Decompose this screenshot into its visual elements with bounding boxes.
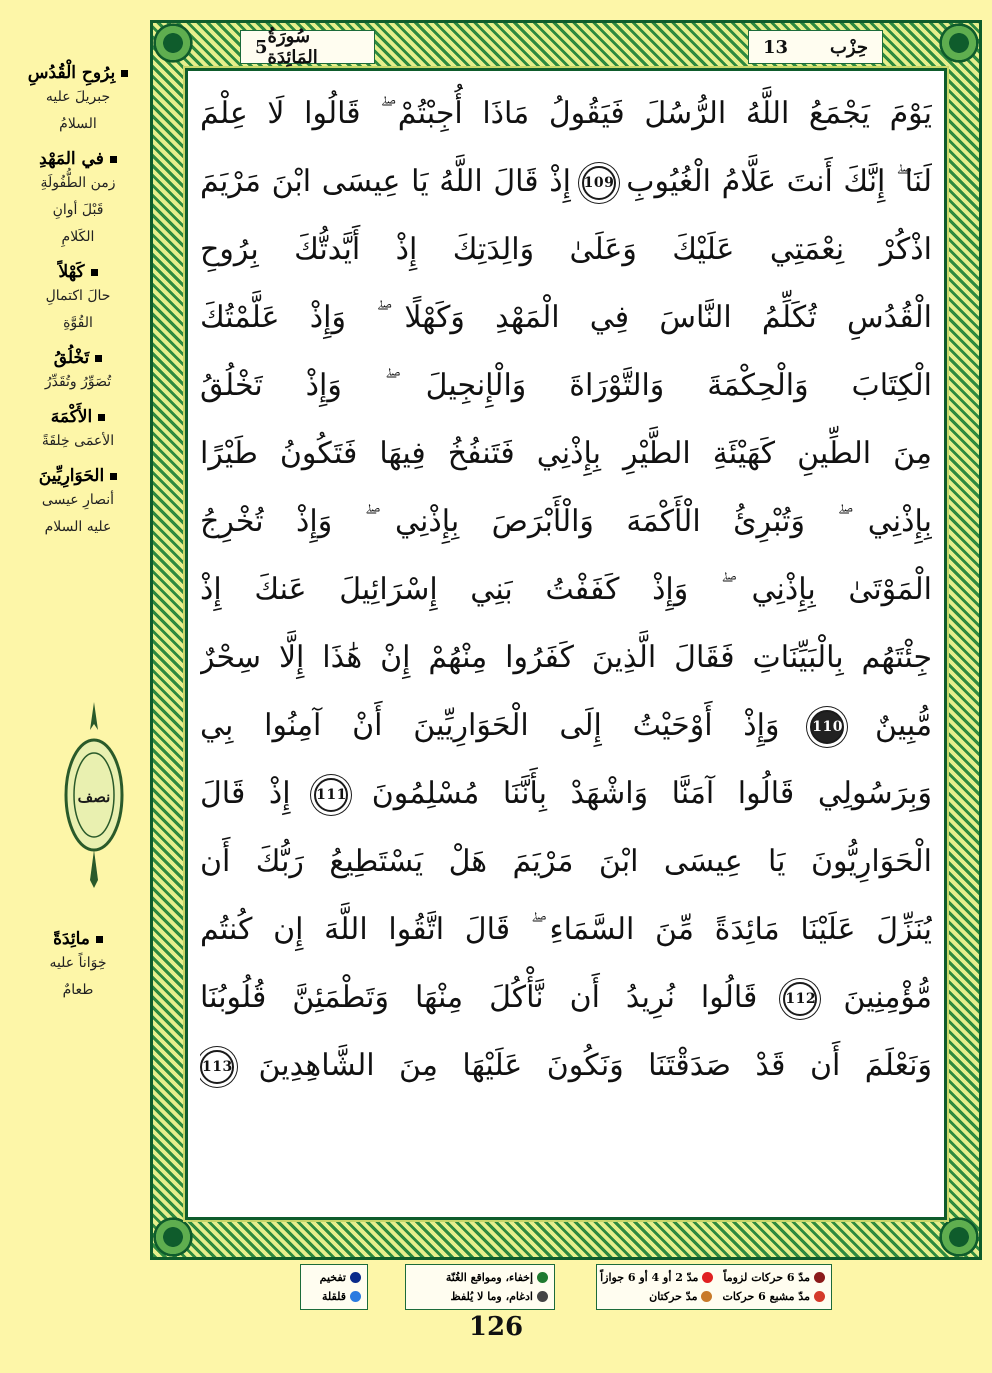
color-dot-icon [814,1272,825,1283]
glossary-definition: حالَ اكتمالِ [45,288,111,304]
legend-label: إخفاء، ومواقع الغُنّة [445,1271,533,1284]
glossary-entry [8,148,148,251]
glossary-word: الأَكْمَهَ [50,407,93,427]
glossary-word: مائِدَةً [53,929,90,949]
text-line: مُّؤْمِنِينَ 112 قَالُوا نُرِيدُ أَن نَّأْكُلَ مِنْهَا وَتَطْمَئِنَّ قُلُوبُنَا [200,980,932,1015]
glossary-word: الحَوَارِيِّينَ [38,466,105,486]
hizb-header [748,30,883,64]
glossary-entry [8,347,148,396]
legend-label: مدّ 6 حركات لزوماً [723,1271,810,1284]
corner-ornament [936,20,982,66]
legend-label: مدّ 2 أو 4 أو 6 جوازاً [600,1271,699,1284]
legend-label: مدّ حركتان [649,1290,698,1303]
text-line: بِإِذْنِي ۖ وَتُبْرِئُ الْأَكْمَهَ وَالْأَبْرَصَ بِإِذْنِي ۖ وَإِذْ تُخْرِجُ [200,504,932,539]
text-line: مِنَ الطِّينِ كَهَيْئَةِ الطَّيْرِ بِإِذْنِي فَتَنفُخُ فِيهَا فَتَكُونُ طَيْرًا [200,436,932,471]
glossary-definition: عليه السلام [44,519,112,535]
legend-label: تفخيم [319,1271,346,1284]
corner-ornament [150,1214,196,1260]
legend-label: مدّ مشبع 6 حركات [722,1290,810,1303]
glossary-definition: الكَلامِ [61,229,95,245]
text-line: الْحَوَارِيُّونَ يَا عِيسَى ابْنَ مَرْيَمَ هَلْ يَسْتَطِيعُ رَبُّكَ أَن [200,844,932,879]
page-number: 126 [468,1312,524,1342]
color-dot-icon [814,1291,825,1302]
surah-name: سُورَةُ المَائِدَة [267,26,318,68]
margin-glossary [8,62,148,551]
color-dot-icon [350,1291,361,1302]
hizb-quarter-ornament-icon [62,700,126,890]
color-dot-icon [702,1272,713,1283]
bullet-icon [95,355,102,362]
surah-header [240,26,375,68]
color-dot-icon [350,1272,361,1283]
text-line: الْكِتَابَ وَالْحِكْمَةَ وَالتَّوْرَاةَ وَالْإِنجِيلَ ۖ وَإِذْ تَخْلُقُ [200,368,932,403]
text-line: الْقُدُسِ تُكَلِّمُ النَّاسَ فِي الْمَهْدِ وَكَهْلًا ۖ وَإِذْ عَلَّمْتُكَ [200,300,932,335]
hizb-number: 13 [763,36,789,58]
glossary-definition: تُصَوِّرُ وتُقَدِّرُ [44,374,112,390]
bullet-icon [110,473,117,480]
glossary-word: بِرُوحِ الْقُدُسِ [27,63,116,83]
glossary-word: كَهْلاً [58,262,85,282]
text-line: وَبِرَسُولِي قَالُوا آمَنَّا وَاشْهَدْ بِأَنَّنَا مُسْلِمُونَ 111 إِذْ قَالَ [200,776,932,811]
color-dot-icon [537,1272,548,1283]
glossary-definition: طعامٌ [62,982,94,998]
quran-text [200,80,932,1100]
glossary-definition: القُوَّةِ [63,315,93,331]
text-line: اذْكُرْ نِعْمَتِي عَلَيْكَ وَعَلَىٰ وَالِدَتِكَ إِذْ أَيَّدتُّكَ بِرُوحِ [200,232,932,267]
text-line: وَنَعْلَمَ أَن قَدْ صَدَقْتَنَا وَنَكُونَ عَلَيْهَا مِنَ الشَّاهِدِينَ 113 [202,1048,932,1083]
text-line: الْمَوْتَىٰ بِإِذْنِي ۖ وَإِذْ كَفَفْتُ بَنِي إِسْرَائِيلَ عَنكَ إِذْ [200,572,932,607]
ayah-number: 109 [582,166,616,200]
glossary-entry [8,406,148,455]
corner-ornament [936,1214,982,1260]
ayah-number: 113 [200,1050,234,1084]
text-line: يُنَزِّلَ عَلَيْنَا مَائِدَةً مِّنَ السَّمَاءِ ۖ قَالَ اتَّقُوا اللَّهَ إِن كُنتُم [200,912,932,947]
glossary-definition: الأعمَى خِلقَةً [41,433,115,449]
tajweed-legend-madd [596,1264,832,1310]
text-line: جِئْتَهُم بِالْبَيِّنَاتِ فَقَالَ الَّذِينَ كَفَرُوا مِنْهُمْ إِنْ هَٰذَا إِلَّا سِحْرٌ [200,640,932,675]
glossary-word: تَخْلُقُ [53,348,90,368]
text-line: مُّبِينٌ 110 وَإِذْ أَوْحَيْتُ إِلَى الْحَوَارِيِّينَ أَنْ آمِنُوا بِي [200,708,932,743]
legend-label: قلقلة [321,1290,346,1303]
corner-ornament [150,20,196,66]
ayah-number: 111 [314,778,348,812]
glossary-entry [8,62,148,138]
bullet-icon [98,414,105,421]
text-line: لَنَا ۖ إِنَّكَ أَنتَ عَلَّامُ الْغُيُوبِ 109 إِذْ قَالَ اللَّهُ يَا عِيسَى ابْنَ مَرْيَمَ [200,164,932,199]
color-dot-icon [537,1291,548,1302]
bullet-icon [110,156,117,163]
glossary-entry [8,928,148,1004]
surah-number: 5 [255,36,268,58]
glossary-definition: قَبْلَ أوانِ [52,202,104,218]
tajweed-legend-letters [300,1264,368,1310]
color-dot-icon [701,1291,712,1302]
glossary-word: في المَهْدِ [39,149,104,169]
bullet-icon [121,70,128,77]
bullet-icon [91,269,98,276]
text-line: يَوْمَ يَجْمَعُ اللَّهُ الرُّسُلَ فَيَقُولُ مَاذَا أُجِبْتُمْ ۖ قَالُوا لَا عِلْمَ [200,96,932,131]
tajweed-legend-ghunna [405,1264,555,1310]
juz-ornament-label: نصف [77,788,111,806]
glossary-definition: السلامُ [59,116,97,132]
glossary-entry [8,465,148,541]
ayah-number: 112 [783,982,817,1016]
hizb-label: حِزْب [829,36,868,58]
glossary-definition: خِوَاناً عليه [49,955,107,971]
bullet-icon [96,936,103,943]
glossary-definition: زمن الطُّفُولَةِ [40,175,116,191]
glossary-definition: جبريلَ عليه [45,89,111,105]
legend-label: ادغام، وما لا يُلفظ [450,1290,533,1303]
glossary-definition: أنصارِ عيسى [41,492,115,508]
glossary-entry [8,261,148,337]
ayah-number: 110 [810,710,844,744]
